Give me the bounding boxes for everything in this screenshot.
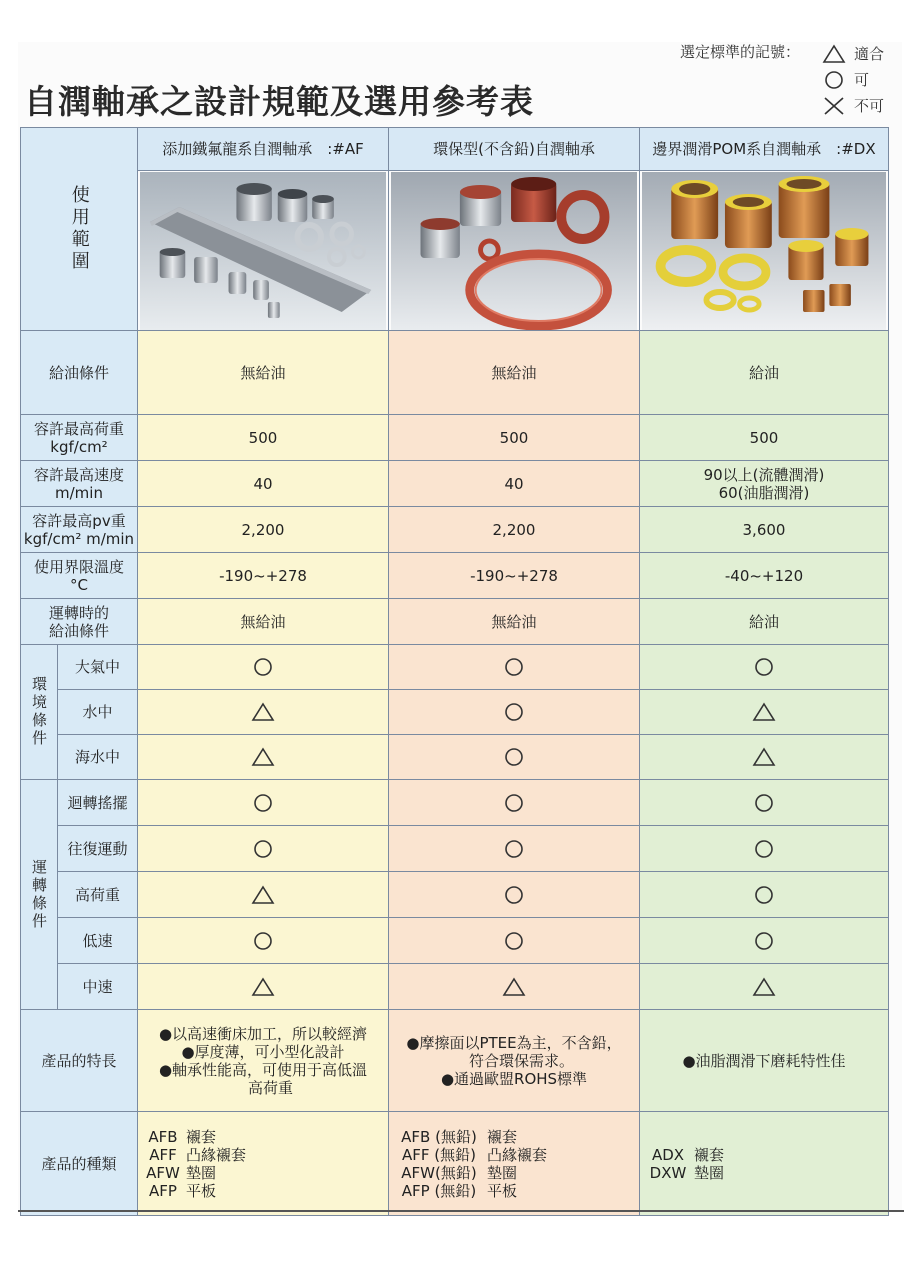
cross-icon [822, 96, 846, 116]
product-type: 墊圈 [694, 1163, 725, 1182]
rating-cell [389, 690, 640, 735]
circle-icon [502, 884, 526, 906]
header-af: 添加鐵氟龍系自潤軸承 :#AF [138, 128, 389, 171]
product-code: AFW [146, 1163, 180, 1182]
group-label-operation: 運轉條件 [21, 780, 58, 1010]
circle-icon [251, 930, 275, 952]
product-type: 墊圈 [487, 1163, 518, 1182]
feature-line: ●油脂潤滑下磨耗特性佳 [682, 1051, 846, 1070]
legend-caption: 選定標準的記號： [680, 43, 801, 61]
row-label-op: 低速 [58, 918, 138, 964]
product-code: AFB (無鉛) [401, 1127, 477, 1146]
rating-cell [138, 826, 389, 872]
row-label-env: 大氣中 [58, 645, 138, 690]
triangle-icon [502, 976, 526, 998]
product-kind-line [391, 1182, 637, 1200]
rating-cell [138, 690, 389, 735]
triangle-icon [251, 701, 275, 723]
legend-label: 適合 [854, 45, 885, 63]
cell-value: 2,200 [138, 507, 389, 553]
rating-cell [138, 964, 389, 1010]
rating-cell [640, 735, 889, 780]
rating-cell [389, 964, 640, 1010]
feature-line: ●厚度薄，可小型化設計 [181, 1042, 345, 1061]
usage-label: 使用範圍 [21, 128, 138, 331]
feature-line: 高荷重 [232, 1078, 293, 1097]
row-label-max-speed: 容許最高速度 m/min [21, 461, 138, 507]
legend-label: 不可 [854, 97, 885, 115]
cell-value: 500 [138, 415, 389, 461]
feature-line: ●以高速衝床加工，所以較經濟 [158, 1024, 368, 1043]
row-label-op: 中速 [58, 964, 138, 1010]
row-label-env: 水中 [58, 690, 138, 735]
product-type: 凸緣襯套 [487, 1145, 548, 1164]
triangle-icon [752, 976, 776, 998]
rating-cell [389, 645, 640, 690]
kinds-af [138, 1112, 389, 1216]
product-code: DXW [649, 1163, 687, 1182]
cell-value: 無給油 [389, 331, 640, 415]
row-label-op: 高荷重 [58, 872, 138, 918]
product-kind-line [642, 1146, 886, 1164]
cell-value: 給油 [640, 331, 889, 415]
cell-value: 無給油 [138, 331, 389, 415]
product-kind-line [140, 1182, 386, 1200]
legend-label: 可 [854, 71, 870, 89]
product-type: 襯套 [487, 1127, 518, 1146]
row-label-running-oil: 運轉時的 給油條件 [21, 599, 138, 645]
cell-value: 3,600 [640, 507, 889, 553]
product-kind-line [642, 1164, 886, 1182]
cell-value: 2,200 [389, 507, 640, 553]
product-type: 襯套 [186, 1127, 217, 1146]
circle-icon [752, 930, 776, 952]
product-code: AFF [149, 1145, 177, 1164]
bottom-rule [18, 1210, 904, 1212]
product-type: 墊圈 [186, 1163, 217, 1182]
page-title: 自潤軸承之設計規範及選用參考表 [24, 82, 534, 121]
circle-icon [822, 70, 846, 90]
feature-line: 符合環保需求。 [453, 1051, 574, 1070]
circle-icon [752, 884, 776, 906]
circle-icon [251, 838, 275, 860]
product-kind-line [391, 1146, 637, 1164]
circle-icon [502, 792, 526, 814]
product-code: AFB [148, 1127, 178, 1146]
cell-value: 無給油 [138, 599, 389, 645]
product-code: ADX [651, 1145, 685, 1164]
header-eco: 環保型(不含鉛)自潤軸承 [389, 128, 640, 171]
rating-cell [138, 780, 389, 826]
selection-table [20, 127, 889, 1216]
rating-cell [389, 780, 640, 826]
rating-cell [389, 918, 640, 964]
cell-value: 500 [389, 415, 640, 461]
row-label-max-load: 容許最高荷重 kgf/cm² [21, 415, 138, 461]
product-type: 平板 [487, 1181, 518, 1200]
circle-icon [502, 746, 526, 768]
legend-item-cross [822, 95, 884, 116]
circle-icon [502, 930, 526, 952]
rating-cell [640, 645, 889, 690]
row-label-features: 產品的特長 [21, 1010, 138, 1112]
circle-icon [251, 656, 275, 678]
triangle-icon [251, 976, 275, 998]
product-kind-line [391, 1128, 637, 1146]
circle-icon [502, 838, 526, 860]
row-label-env: 海水中 [58, 735, 138, 780]
feature-line: ●通過歐盟ROHS標準 [440, 1069, 588, 1088]
cell-value: 無給油 [389, 599, 640, 645]
circle-icon [752, 792, 776, 814]
photo-eco-bearings [389, 171, 640, 331]
cell-value: -190~+278 [389, 553, 640, 599]
rating-cell [389, 872, 640, 918]
kinds-dx [640, 1112, 889, 1216]
cell-value: 500 [640, 415, 889, 461]
cell-value: 90以上(流體潤滑) 60(油脂潤滑) [640, 461, 889, 507]
triangle-icon [822, 44, 846, 64]
features-eco [389, 1010, 640, 1112]
circle-icon [752, 838, 776, 860]
triangle-icon [752, 746, 776, 768]
rating-cell [389, 826, 640, 872]
product-type: 凸緣襯套 [186, 1145, 247, 1164]
product-kind-line [140, 1164, 386, 1182]
circle-icon [502, 701, 526, 723]
row-label-kinds: 產品的種類 [21, 1112, 138, 1216]
row-label-temperature: 使用界限溫度 °C [21, 553, 138, 599]
product-code: AFP (無鉛) [401, 1181, 477, 1200]
product-kind-line [140, 1128, 386, 1146]
legend-item-triangle [822, 43, 884, 64]
header-dx: 邊界潤滑POM系自潤軸承 :#DX [640, 128, 889, 171]
triangle-icon [752, 701, 776, 723]
rating-cell [640, 690, 889, 735]
product-type: 襯套 [694, 1145, 725, 1164]
photo-dx-bearings [640, 171, 889, 331]
cell-value: -40~+120 [640, 553, 889, 599]
group-label-environment: 環境條件 [21, 645, 58, 780]
rating-cell [640, 826, 889, 872]
cell-value: 40 [389, 461, 640, 507]
rating-cell [138, 918, 389, 964]
product-kind-line [391, 1164, 637, 1182]
product-kind-line [140, 1146, 386, 1164]
rating-cell [640, 872, 889, 918]
rating-cell [640, 780, 889, 826]
product-code: AFW(無鉛) [401, 1163, 477, 1182]
circle-icon [502, 656, 526, 678]
circle-icon [752, 656, 776, 678]
features-dx [640, 1010, 889, 1112]
rating-cell [138, 735, 389, 780]
row-label-max-pv: 容許最高pv重 kgf/cm² m/min [21, 507, 138, 553]
cell-value: 給油 [640, 599, 889, 645]
rating-cell [138, 872, 389, 918]
photo-af-bearings [138, 171, 389, 331]
row-label-op: 往復運動 [58, 826, 138, 872]
product-code: AFF (無鉛) [402, 1145, 476, 1164]
legend-item-circle [822, 69, 869, 90]
rating-cell [389, 735, 640, 780]
product-type: 平板 [186, 1181, 217, 1200]
row-label-oil-supply: 給油條件 [21, 331, 138, 415]
triangle-icon [251, 746, 275, 768]
features-af [138, 1010, 389, 1112]
rating-cell [640, 964, 889, 1010]
circle-icon [251, 792, 275, 814]
kinds-eco [389, 1112, 640, 1216]
product-code: AFP [149, 1181, 177, 1200]
feature-line: ●軸承性能高，可使用于高低溫 [158, 1060, 368, 1079]
row-label-op: 迴轉搖擺 [58, 780, 138, 826]
rating-cell [138, 645, 389, 690]
cell-value: -190~+278 [138, 553, 389, 599]
cell-value: 40 [138, 461, 389, 507]
feature-line: ●摩擦面以PTEE為主，不含鉛， [406, 1033, 622, 1052]
rating-cell [640, 918, 889, 964]
triangle-icon [251, 884, 275, 906]
